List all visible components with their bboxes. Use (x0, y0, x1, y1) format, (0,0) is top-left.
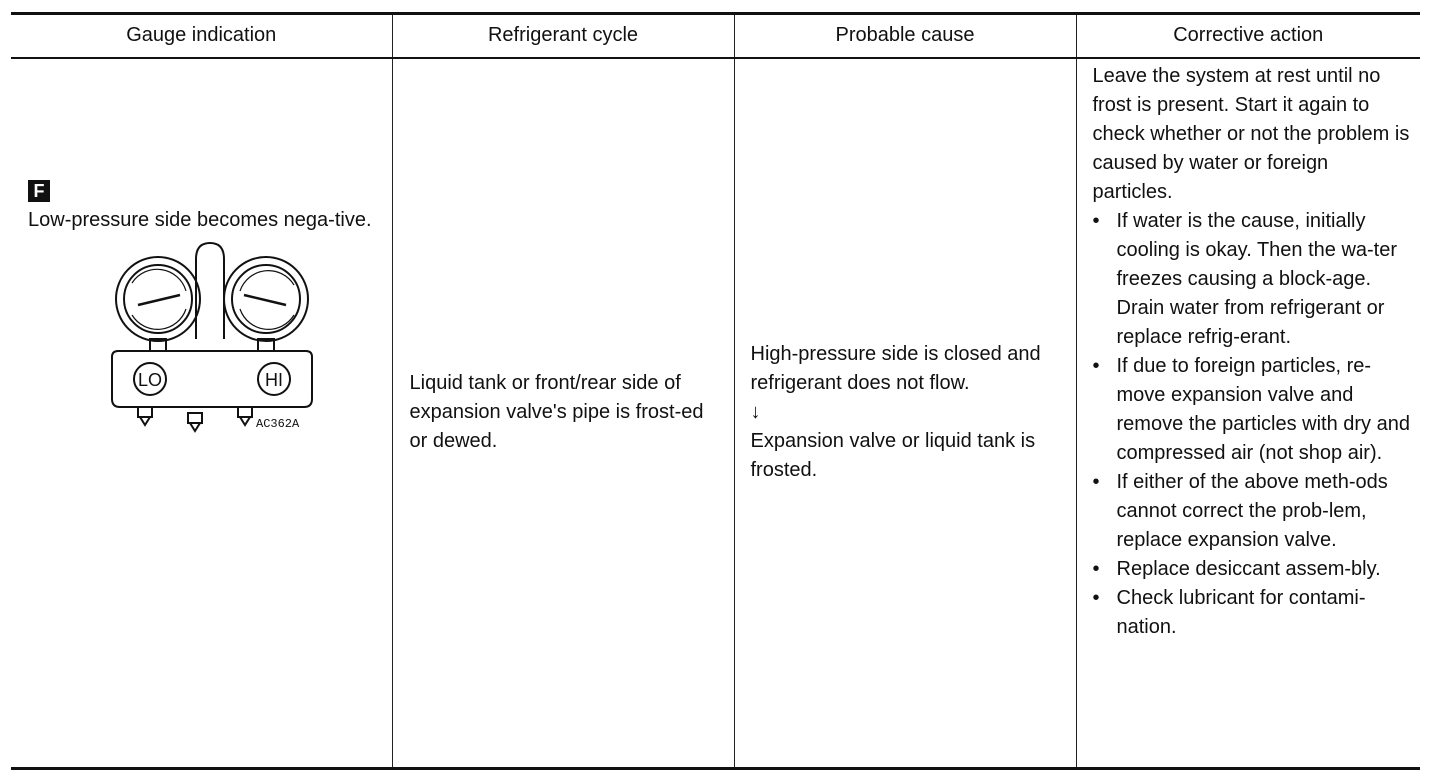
troubleshooting-table (11, 12, 1420, 770)
figure-code: AC362A (256, 416, 300, 431)
header-gauge-indication: Gauge indication (11, 14, 392, 58)
lo-label: LO (137, 369, 163, 390)
marker-f-badge: F (28, 180, 50, 202)
probable-cause-line2: Expansion valve or liquid tank is frosted. (750, 430, 1036, 482)
manifold-gauge-figure (98, 239, 358, 459)
list-item: • Replace desiccant assem-bly. (1093, 555, 1411, 584)
gauge-indication-cell (11, 58, 392, 769)
list-item: • If due to foreign particles, re-move expansion valve and remove the particles with dry and compressed air (not shop air). (1093, 352, 1411, 468)
probable-cause-line1: High-pressure side is closed and refrigerant does not flow. (750, 343, 1041, 395)
list-item: • If either of the above meth-ods cannot correct the prob-lem, replace expansion valve. (1093, 468, 1411, 555)
list-item: • If water is the cause, initially cooling is okay. Then the wa-ter freezes causing a block-age. Drain water from refrigerant or replace refrig-erant. (1093, 207, 1411, 352)
probable-cause-cell (734, 58, 1076, 769)
gauge-indication-text: Low-pressure side becomes nega-tive. (28, 208, 372, 231)
header-corrective-action: Corrective action (1076, 14, 1420, 58)
down-arrow-icon: ↓ (750, 401, 761, 424)
header-probable-cause: Probable cause (734, 14, 1076, 58)
corrective-action-list (1093, 207, 1411, 642)
header-row (11, 14, 1420, 58)
refrigerant-cycle-text: Liquid tank or front/rear side of expansion valve's pipe is frost-ed or dewed. (409, 372, 704, 453)
table-row (11, 58, 1420, 769)
corrective-action-intro: Leave the system at rest until no frost is present. Start it again to check whether or not the problem is caused by water or foreign particles. (1092, 64, 1410, 203)
corrective-action-cell (1076, 58, 1420, 769)
refrigerant-cycle-cell (392, 58, 734, 769)
manifold-gauge-icon (98, 239, 358, 459)
header-refrigerant-cycle: Refrigerant cycle (392, 14, 734, 58)
list-item: • Check lubricant for contami-nation. (1093, 584, 1411, 642)
hi-label: HI (265, 369, 283, 390)
